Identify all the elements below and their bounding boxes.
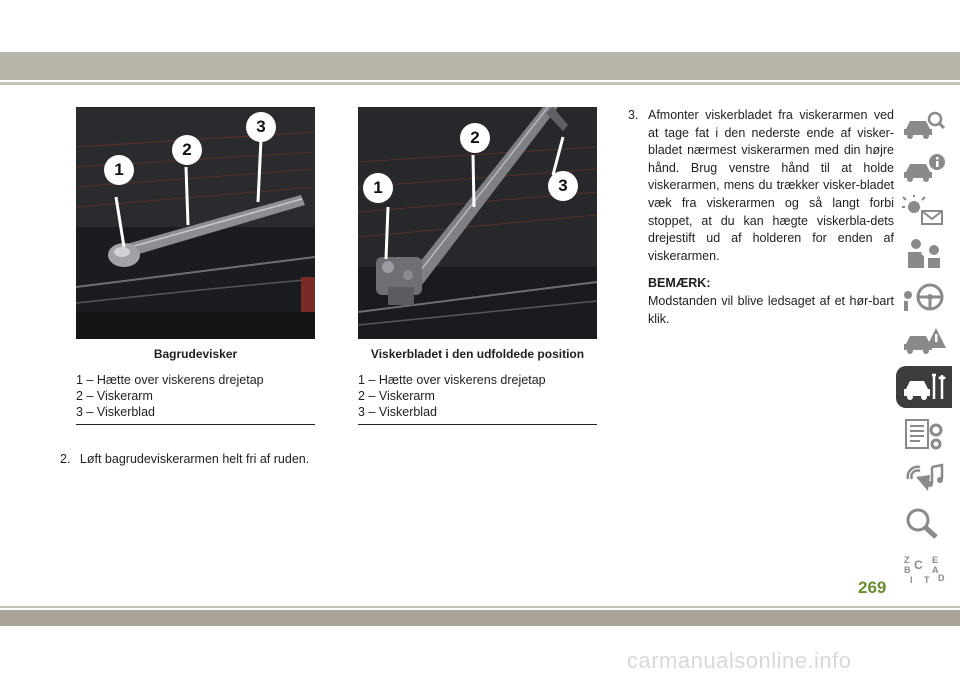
- figure-right-legend: [358, 372, 546, 420]
- safety-icon: [902, 238, 946, 270]
- svg-text:C: C: [914, 558, 923, 572]
- car-info-icon: [902, 152, 946, 184]
- legend-item: 1 – Hætte over viskerens drejetap: [76, 373, 264, 387]
- wiper-unfolded-photo: [358, 107, 597, 339]
- svg-text:T: T: [924, 575, 930, 585]
- sidebar-tab-multimedia[interactable]: [896, 456, 952, 498]
- sidebar-tab-car-info[interactable]: [896, 147, 952, 189]
- callout-1: 1: [104, 155, 134, 185]
- car-crash-icon: [902, 324, 946, 356]
- figure-left-caption: Bagrudevisker: [153, 347, 238, 361]
- legend-item: 3 – Viskerblad: [76, 405, 155, 419]
- legend-item: 1 – Hætte over viskerens drejetap: [358, 373, 546, 387]
- figure-right-rule: [358, 424, 597, 425]
- svg-text:I: I: [910, 575, 913, 585]
- car-tools-icon: [902, 371, 946, 403]
- step-3-column: [628, 107, 894, 328]
- step-number: 3.: [628, 108, 639, 122]
- callout-2: 2: [460, 123, 490, 153]
- legend-item: 2 – Viskerarm: [358, 389, 435, 403]
- note-title: BEMÆRK:: [648, 276, 711, 291]
- legend-item: 2 – Viskerarm: [76, 389, 153, 403]
- sidebar-tab-safety[interactable]: [896, 233, 952, 275]
- warning-lights-icon: [902, 195, 946, 227]
- note-text: Modstanden vil blive ledsaget af et hør-bart klik.: [648, 293, 894, 326]
- svg-text:B: B: [904, 565, 911, 575]
- sidebar-tab-warning-lights[interactable]: [896, 190, 952, 232]
- step-text: Afmonter viskerbladet fra viskerarmen ved at tage fat i den nederste ende af visker-bladet nærmest viskerarmen med din højre hånd. Brug venstre hånd til at holde viskerarmen, mens du trækker visker-bladet væk fra viskerarmen og så langt forbi stoppet, at du kan hægte viskerbla-dets drejestift ud af holderen for enden af viskerarmen.: [648, 108, 894, 263]
- svg-text:Z: Z: [904, 555, 910, 565]
- figure-left-rule: [76, 424, 315, 425]
- header-band: [0, 52, 960, 80]
- step-number: 2.: [60, 452, 71, 466]
- sidebar-tab-index[interactable]: [896, 548, 952, 590]
- specs-icon: [902, 418, 946, 450]
- sidebar-tab-car-search[interactable]: [896, 104, 952, 146]
- step-text: Løft bagrudeviskerarmen helt fri af ruden.: [79, 452, 310, 466]
- header-band-line: [0, 82, 960, 85]
- footer-band: [0, 610, 960, 626]
- figure-right-caption: Viskerbladet i den udfoldede position: [370, 347, 585, 361]
- car-search-icon: [902, 109, 946, 141]
- svg-text:D: D: [938, 573, 945, 583]
- search-icon: [902, 507, 946, 539]
- legend-item: 3 – Viskerblad: [358, 405, 437, 419]
- multimedia-icon: [902, 461, 946, 493]
- callout-2: 2: [172, 135, 202, 165]
- index-icon: [902, 553, 946, 585]
- sidebar-tab-specs[interactable]: [896, 413, 952, 455]
- sidebar-tab-car-crash[interactable]: [896, 319, 952, 361]
- steering-wheel-icon: [902, 281, 946, 313]
- figure-left-legend: [76, 372, 264, 420]
- footer-band-line: [0, 606, 960, 608]
- callout-1: 1: [363, 173, 393, 203]
- svg-text:A: A: [932, 565, 939, 575]
- sidebar-tab-maintenance[interactable]: [896, 366, 952, 408]
- sidebar-tab-search[interactable]: [896, 502, 952, 544]
- callout-3: 3: [548, 171, 578, 201]
- sidebar-tab-steering[interactable]: [896, 276, 952, 318]
- svg-text:E: E: [932, 555, 939, 565]
- step-2: [60, 452, 309, 466]
- callout-3: 3: [246, 112, 276, 142]
- page-number: 269: [858, 578, 887, 597]
- step-3: [628, 107, 894, 265]
- watermark: carmanualsonline.info: [627, 648, 852, 673]
- rear-wiper-photo: [76, 107, 315, 339]
